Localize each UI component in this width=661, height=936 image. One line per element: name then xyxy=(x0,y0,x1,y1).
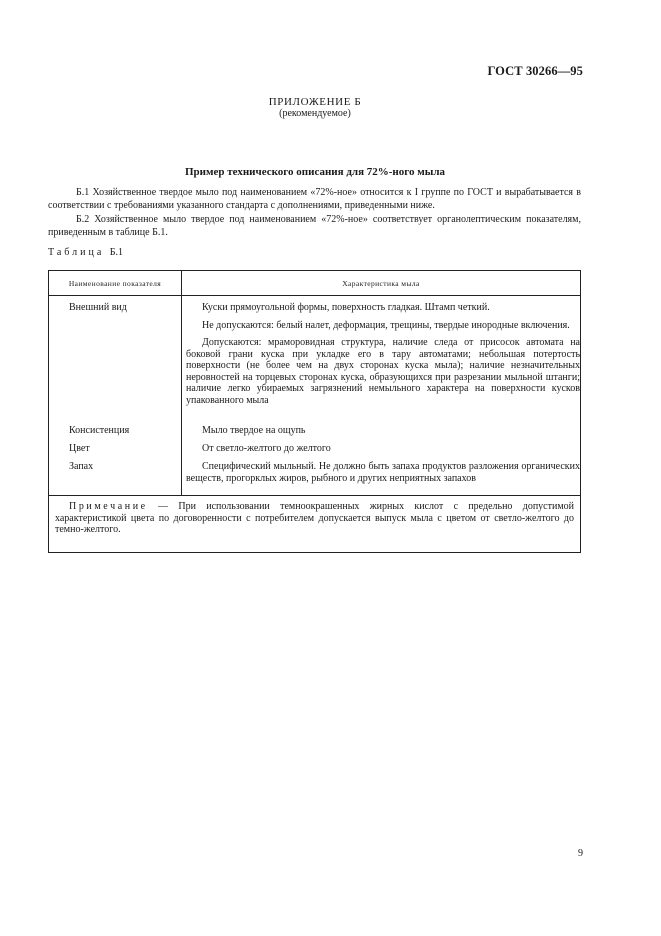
indicator-name: Цвет xyxy=(69,443,90,454)
table-caption-number: Б.1 xyxy=(109,247,124,258)
column-divider xyxy=(181,296,182,495)
note-text: — При использовании темноокрашенных жирных кислот с предельно допустимой характеристикой цвета по договоренности с потребителем допускается выпуск мыла с цветом от светло-желтого до темно-желтого. xyxy=(55,501,575,535)
description-line: Мыло твердое на ощупь xyxy=(202,425,306,436)
table-note xyxy=(49,496,580,536)
table-caption-word: Таблица xyxy=(48,247,105,258)
section-heading: Пример технического описания для 72%-ного мыла xyxy=(185,166,445,178)
description-line: Специфический мыльный. Не должно быть запаха продуктов разложения органических веществ, прогорклых жиров, рыбного и других неприятных запахов xyxy=(186,461,580,484)
table-caption xyxy=(48,247,123,258)
column-header-characteristic: Характеристика мыла xyxy=(342,278,420,288)
indicator-description xyxy=(186,302,580,412)
page-number: 9 xyxy=(578,848,583,859)
paragraph-b1: Б.1 Хозяйственное твердое мыло под наименованием «72%-ное» относится к I группе по ГОСТ и вырабатывается в соответствии с требованиями указанного стандарта с дополнениями, приведенными ниже. xyxy=(48,187,581,211)
indicator-name: Внешний вид xyxy=(69,302,127,313)
indicator-name: Запах xyxy=(69,461,94,472)
description-line: Не допускаются: белый налет, деформация, трещины, твердые инородные включения. xyxy=(202,319,570,331)
indicator-name: Консистенция xyxy=(69,425,130,436)
appendix-title: ПРИЛОЖЕНИЕ Б xyxy=(268,96,362,108)
paragraph-b2: Б.2 Хозяйственное мыло твердое под наименованием «72%-ное» соответствует органолептическим показателям, приведенным в таблице Б.1. xyxy=(48,214,581,238)
indicator-description xyxy=(186,425,580,437)
table-body xyxy=(49,296,580,496)
appendix-block xyxy=(0,96,630,119)
description-line: Допускаются: мраморовидная структура, наличие следа от присосок автомата на боковой грани куска при укладке его в тару автоматами; небольшая потертость поверхности (не более чем на двух сторонах куска мыла); наличие незначительных неровностей на торцевых сторонах куска, образующихся при разрезании мыльной штанги; наличие легко убираемых загрязнений немыльного характера на поверхности кусков упакованного мыла xyxy=(186,337,580,406)
description-line: От светло-желтого до желтого xyxy=(202,443,331,454)
column-header-indicator: Наименование показателя xyxy=(49,271,182,295)
indicator-description xyxy=(186,443,580,455)
note-label: Примечание xyxy=(69,501,148,512)
characteristics-table xyxy=(48,270,581,553)
appendix-subtitle: (рекомендуемое) xyxy=(279,108,351,119)
table-header-row xyxy=(49,271,580,296)
description-line: Куски прямоугольной формы, поверхность гладкая. Штамп четкий. xyxy=(202,302,490,313)
standard-code: ГОСТ 30266—95 xyxy=(487,64,583,78)
indicator-description xyxy=(186,461,580,484)
